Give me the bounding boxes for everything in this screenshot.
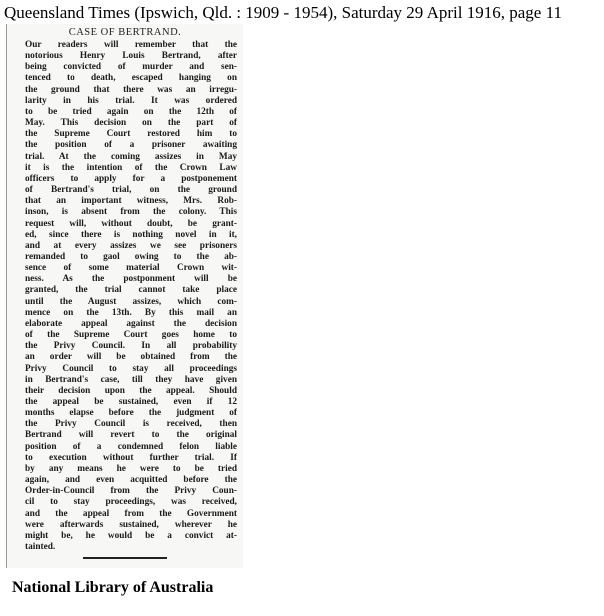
article-line: Privy Council to stay all proceedings (25, 363, 237, 374)
library-credit: National Library of Australia (12, 579, 214, 596)
article-line: that an important witness, Mrs. Rob- (25, 196, 237, 207)
article-line: by any means he were to be tried (25, 463, 237, 474)
article-line: and the appeal from the Government (25, 508, 237, 519)
article-line: the Supreme Court restored him to (25, 129, 237, 140)
article-line: elaborate appeal against the decision (25, 318, 237, 329)
article-line: might be, he would be a convict at- (25, 530, 237, 541)
article-line: Order-in-Council from the Privy Coun- (25, 486, 237, 497)
article-line: the position of a prisoner awaiting (25, 140, 237, 151)
article-line: an order will be obtained from the (25, 352, 237, 363)
article-line: the ground that there was an irregu- (25, 84, 237, 95)
article-line: mence on the 13th. By this mail an (25, 307, 237, 318)
citation-header: Queensland Times (Ipswich, Qld. : 1909 - 1954), Saturday 29 April 1916, page 11 (4, 3, 562, 22)
article-line: sence of some material Crown wit- (25, 263, 237, 274)
article-title: CASE OF BERTRAND. (68, 27, 182, 38)
article-line: until the August assizes, which com- (25, 296, 237, 307)
article-body (25, 40, 237, 553)
article-line: granted, the trial cannot take place (25, 285, 237, 296)
article-line: and at every assizes we see prisoners (25, 240, 237, 251)
article-line: ness. As the postponment will be (25, 274, 237, 285)
article-line: it is the intention of the Crown Law (25, 162, 237, 173)
article-line: request will, without doubt, be grant- (25, 218, 237, 229)
article-line: officers to apply for a postponement (25, 173, 237, 184)
article-line: the Privy Council. In all probability (25, 341, 237, 352)
article-line: the Privy Council is received, then (25, 419, 237, 430)
article-line: the appeal be sustained, even if 12 (25, 397, 237, 407)
article-line: notorious Henry Louis Bertrand, after (25, 51, 237, 62)
article-line: their decision upon the appeal. Should (25, 385, 237, 396)
article-line: Bertrand will revert to the original (25, 430, 237, 441)
article-line: tainted. (25, 542, 56, 553)
article-line: tenced to death, escaped hanging on (25, 73, 237, 84)
article-line: ed, since there is nothing novel in it, (25, 229, 237, 240)
newspaper-clipping (6, 24, 243, 568)
article-line: May. This decision on the part of (25, 118, 237, 129)
article-line: inson, is absent from the colony. This (25, 207, 237, 218)
article-line: months elapse before the judgment of (25, 408, 237, 419)
article-line: cil to stay proceedings, was received, (25, 497, 237, 508)
article-line: position of a condemned felon liable (25, 441, 237, 452)
article-line: remanded to gaol owing to the ab- (25, 251, 237, 262)
article-line: being convicted of murder and sen- (25, 62, 237, 73)
article-line: to execution without further trial. If (25, 452, 237, 463)
article-line: in Bertrand's case, till they have given (25, 374, 237, 385)
end-rule (83, 557, 167, 559)
article-line: of Bertrand's trial, on the ground (25, 185, 237, 196)
article-line: of the Supreme Court goes home to (25, 330, 237, 341)
article-line: again, and even acquitted before the (25, 475, 237, 486)
article-line: trial. At the coming assizes in May (25, 151, 237, 162)
article-line: larity in his trial. It was ordered (25, 95, 237, 106)
article-line: Our readers will remember that the (25, 40, 237, 50)
article-line: to be tried again on the 12th of (25, 106, 237, 117)
article-line: were afterwards sustained, wherever he (25, 519, 237, 530)
